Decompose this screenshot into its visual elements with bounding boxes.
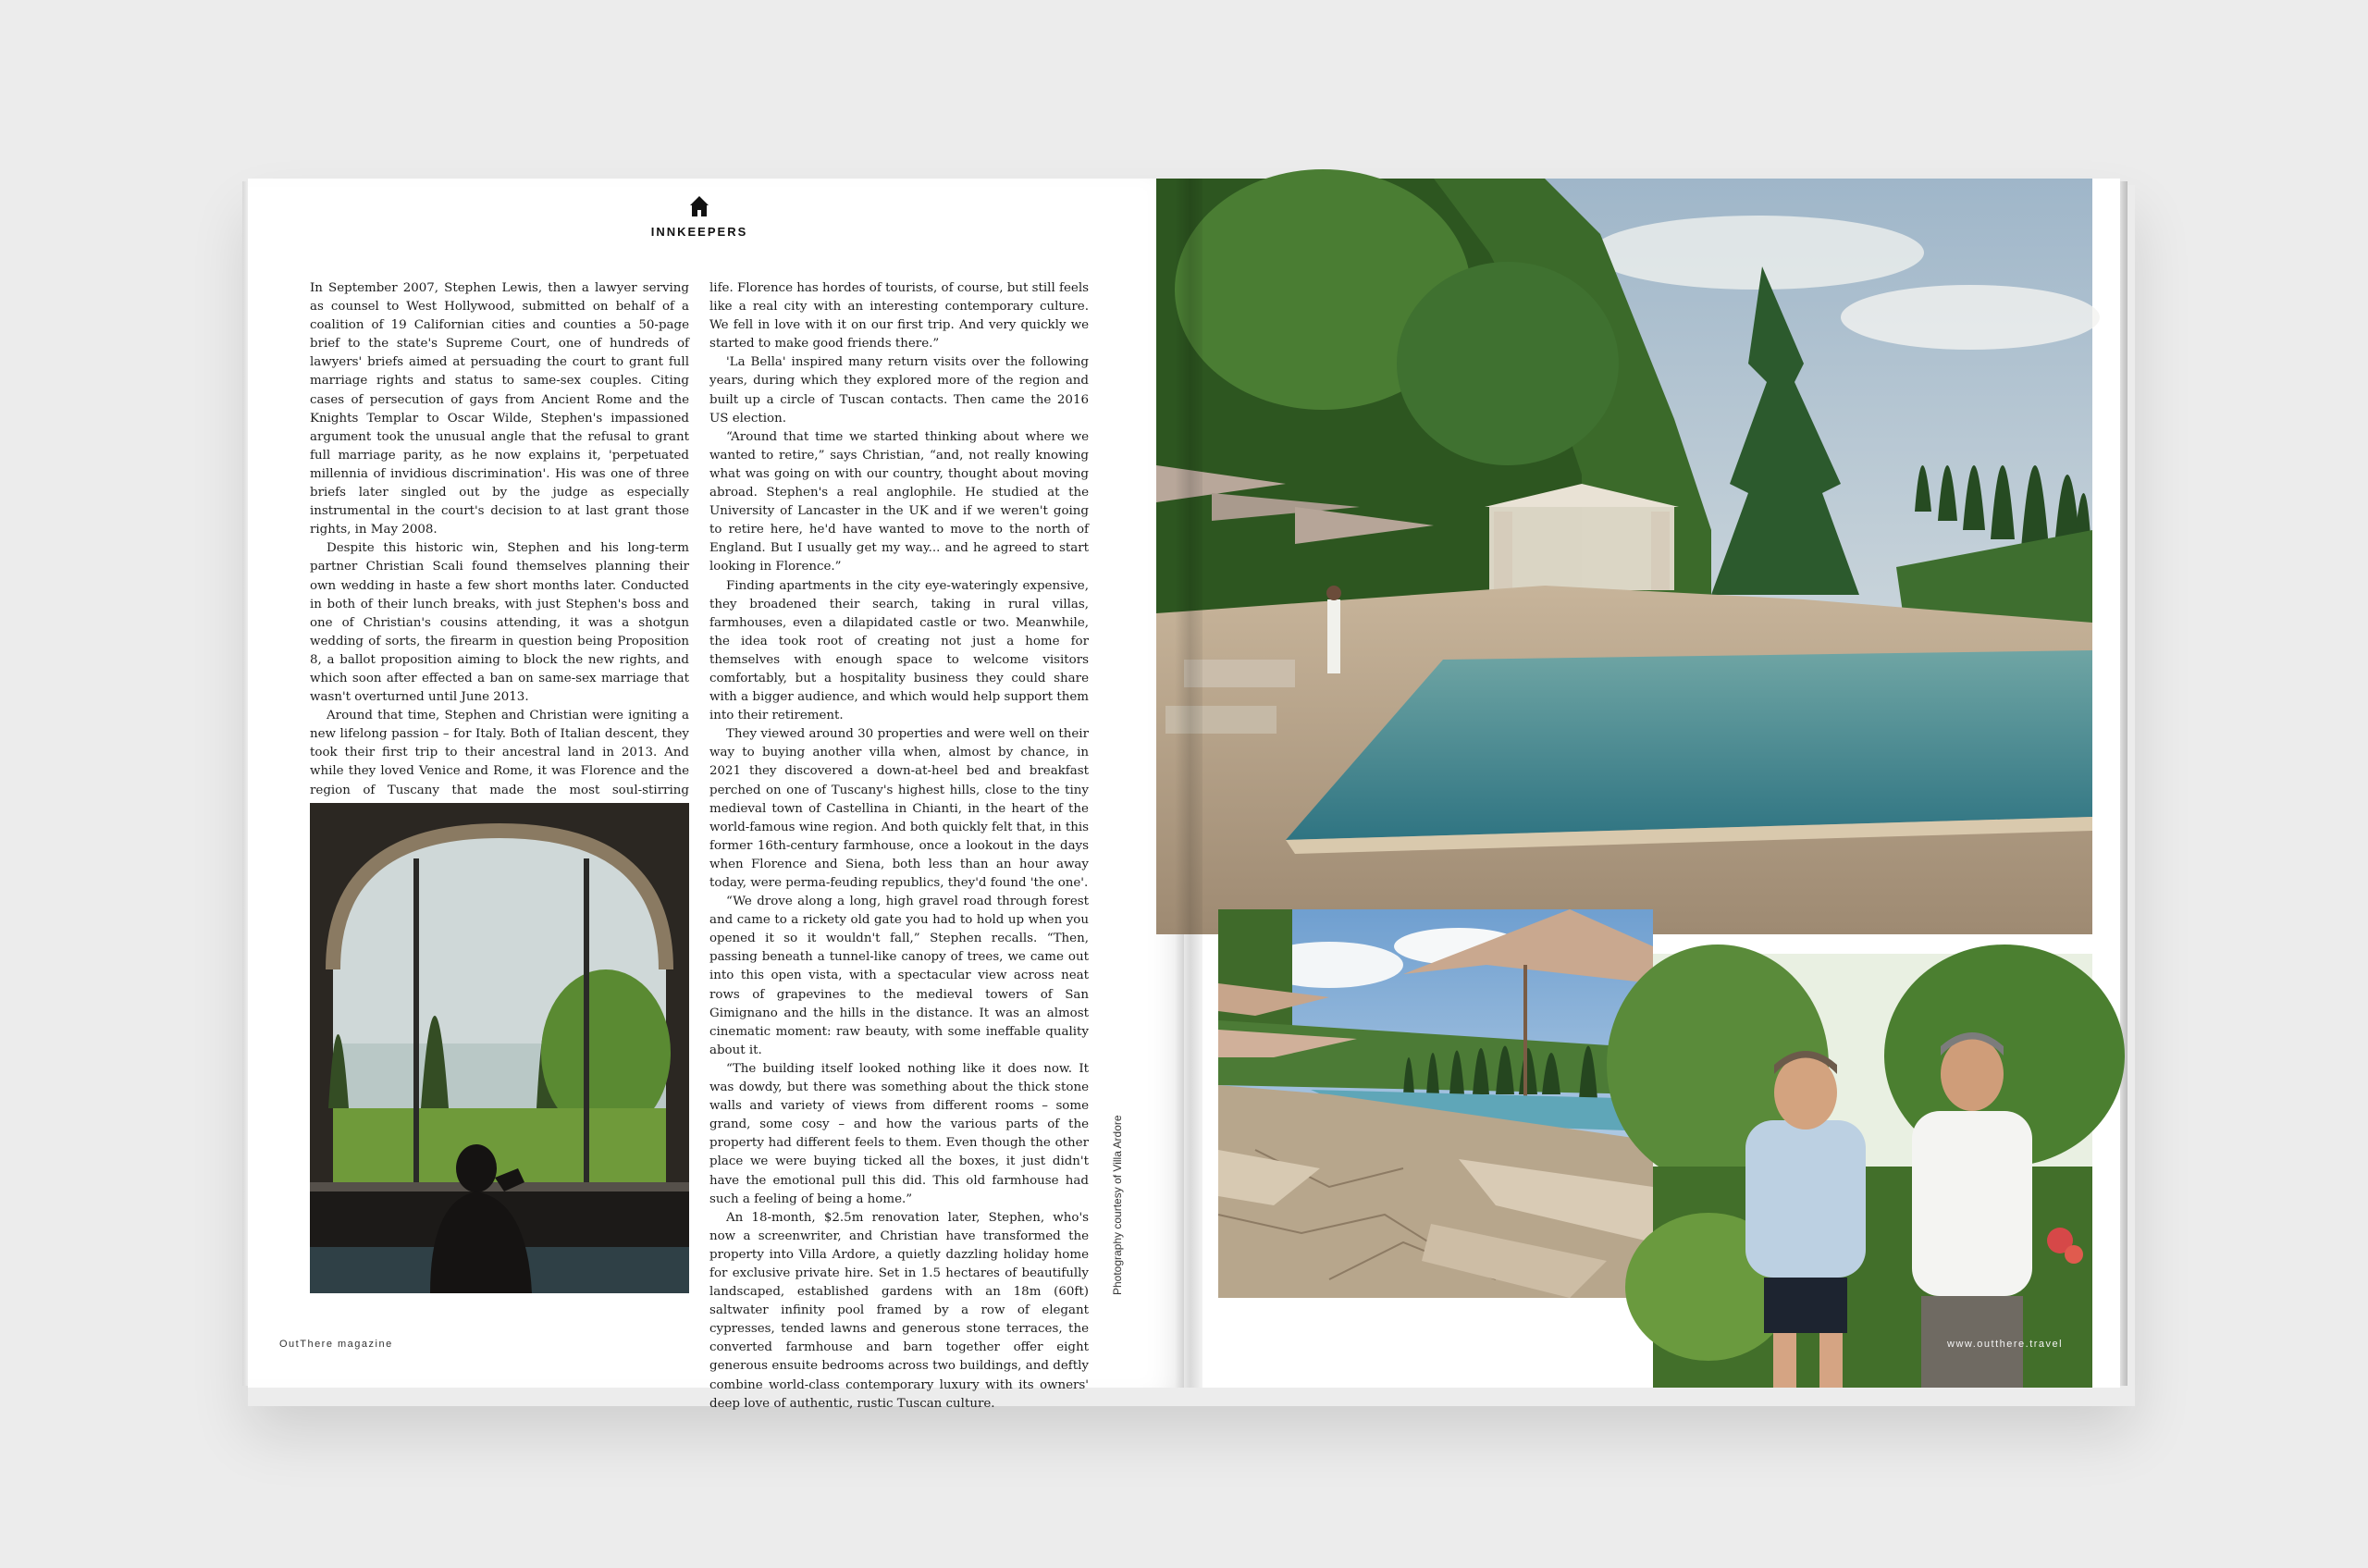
pool-terrace-photo: [1156, 179, 2092, 934]
arched-window-bath-photo: [310, 803, 689, 1293]
house-icon: [690, 196, 709, 216]
spine-gutter: [1175, 179, 1202, 1388]
paragraph: Around that time, Stephen and Christian were igniting a new lifelong passion – for Italy. Both of Italian descent, they took their first trip to their ancestral land in 2013. And while they loved Venice and Rome, it was Florence and the region of Tuscany that made the most soul-stirring: [310, 709, 689, 797]
footer-magazine-name: OutThere magazine: [279, 1339, 393, 1350]
paragraph: They viewed around 30 properties and were well on their way to buying another villa when, almost by chance, in 2021 they discovered a down-at-heel bed and breakfast perched on one of Tuscany's highest hills, close to the tiny medieval town of Castellina in Chianti, in the heart of the world-famous wine region. And both quickly felt that, in this former 16th-century farmhouse, once a lookout in the days when Florence and Siena, both less than an hour away today, were perma-feuding republics, they'd found 'the one'.: [709, 727, 1089, 890]
owners-photo: [1653, 954, 2092, 1388]
pool-umbrellas-photo: [1218, 909, 1653, 1298]
paragraph: Finding apartments in the city eye-wateringly expensive, they broadened their search, taking in rural villas, farmhouses, even a dilapidated castle or two. Meanwhile, the idea took root of creating not just a home for themselves with enough space to welcome visitors comfortably, but a hospitality business they could share with a bigger audience, and which would help support them into their retirement.: [709, 578, 1089, 723]
paragraph: Despite this historic win, Stephen and his long-term partner Christian Scali found themselves planning their own wedding in haste a few short months later. Conducted in both of their lunch breaks, with just Stephen's boss and one of Christian's cousins attending, it was a shotgun wedding of sorts, the firearm in question being Proposition 8, a ballot proposition aiming to block the new rights, and which soon after effected a ban on same-sex marriage that wasn't overturned until June 2013.: [310, 541, 689, 705]
article-column-1: [310, 279, 689, 797]
section-label: INNKEEPERS: [650, 225, 748, 239]
paragraph: 'La Bella' inspired many return visits over the following years, during which they explored more of the region and built up a circle of Tuscan contacts. Then came the 2016 US election.: [709, 355, 1089, 426]
right-page: [1184, 179, 2120, 1388]
paragraph: An 18-month, $2.5m renovation later, Stephen, who's now a screenwriter, and Christian have transformed the property into Villa Ardore, a quietly dazzling holiday home for exclusive private hire. Set in 1.5 hectares of beautifully landscaped, established gardens with an 18m (60ft) saltwater infinity pool framed by a row of elegant cypresses, tended lawns and generous stone terraces, the converted farmhouse and barn together offer eight generous ensuite bedrooms across two buildings, and deftly combine world-class contemporary luxury with its owners' deep love of authentic, rustic Tuscan culture.: [709, 1210, 1089, 1411]
photo-credit: Photography courtesy of Villa Ardore: [1111, 1115, 1124, 1295]
paragraph: “Around that time we started thinking about where we wanted to retire,” says Christian, “and, not really knowing what was going on with our country, thought about moving abroad. Stephen's a real anglophile. He studied at the University of Lancaster in the UK and if we weren't going to retire here, he'd have wanted to move to the north of England. But I usually get my way... and he agreed to start looking in Florence.”: [709, 429, 1089, 574]
paragraph: life. Florence has hordes of tourists, of course, but still feels like a real city with an interesting contemporary culture. We fell in love with it on our first trip. And very quickly we started to make good friends there.”: [709, 281, 1089, 352]
paragraph: In September 2007, Stephen Lewis, then a lawyer serving as counsel to West Hollywood, submitted on behalf of a coalition of 19 Californian cities and counties a 50-page brief to the state's Supreme Court, one of hundreds of lawyers' briefs aimed at persuading the court to grant full marriage rights and status to same-sex couples. Citing cases of persecution of gays from Ancient Rome and the Knights Templar to Oscar Wilde, Stephen's impassioned argument took the unusual angle that the refusal to grant full marriage parity, as he now explains it, 'perpetuated millennia of invidious discrimination'. His was one of three briefs later singled out by the judge as especially instrumental in the court's decision to at last grant those rights, in May 2008.: [310, 281, 689, 537]
paragraph: “The building itself looked nothing like it does now. It was dowdy, but there was something about the thick stone walls and variety of views from different rooms – some grand, some cosy – and how the various parts of the property had different feels to them. Even though the other place we were buying ticked all the boxes, it just didn't have the emotional pull this did. This old farmhouse had such a feeling of being a home.”: [709, 1061, 1089, 1206]
paragraph: “We drove along a long, high gravel road through forest and came to a rickety old gate you had to hold up when you opened it so it wouldn't fall,” Stephen recalls. “Then, passing beneath a tunnel-like canopy of trees, we came out into this open vista, with a spectacular view across neat rows of grapevines to the medieval towers of San Gimignano and the hills in the distance. It was an almost cinematic moment: raw beauty, with some ineffable quality about it.: [709, 895, 1089, 1057]
article-column-2: [709, 279, 1089, 1411]
footer-website: www.outthere.travel: [1947, 1339, 2064, 1350]
